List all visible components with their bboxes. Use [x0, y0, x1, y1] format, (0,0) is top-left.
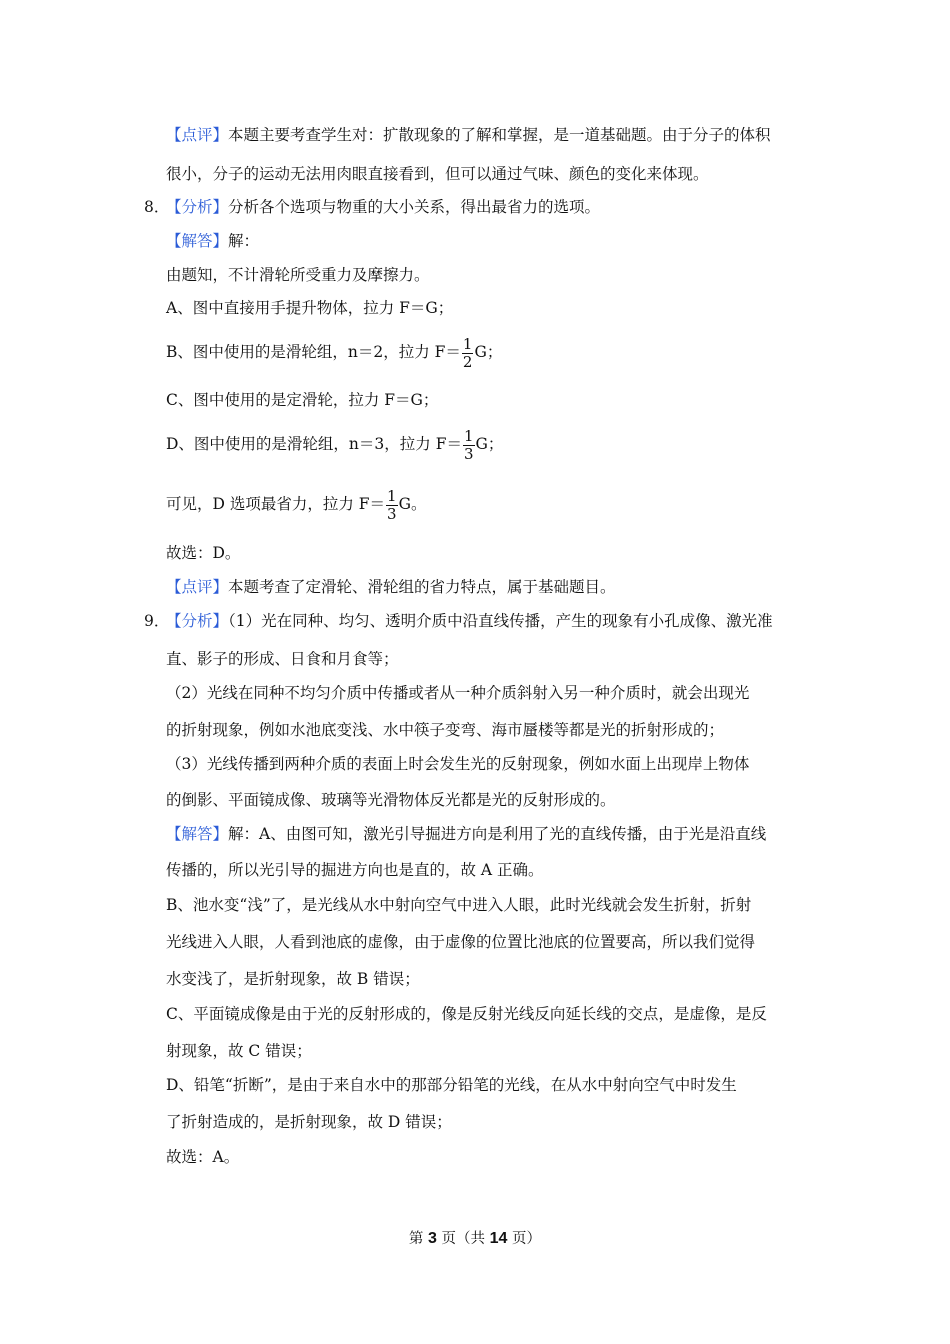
q9-ans-c-line2: 射现象，故 C 错误； — [166, 1042, 312, 1060]
q8-comment-line — [166, 576, 616, 598]
q8-option-d-text: D、图中使用的是滑轮组，n＝3，拉力 F＝ — [166, 435, 462, 453]
q8-option-b-post: G； — [474, 343, 503, 361]
q9-ans-b-line3: 水变浅了，是折射现象，故 B 错误； — [166, 970, 420, 988]
q9-analysis-tag: 【分析】 — [166, 612, 229, 630]
q8-conclusion-fraction — [386, 488, 398, 523]
q9-a3-line1: （3）光线传播到两种介质的表面上时会发生光的反射现象，例如水面上出现岸上物体 — [166, 755, 750, 773]
q9-a1-text1: （1）光在同种、均匀、透明介质中沿直线传播，产生的现象有小孔成像、激光准 — [228, 612, 773, 630]
footer-mid: 页（共 — [436, 1231, 490, 1247]
fraction-denominator: 2 — [462, 352, 473, 371]
q9-a2-line1: （2）光线在同种不均匀介质中传播或者从一种介质斜射入另一种介质时，就会出现光 — [166, 684, 750, 702]
q8-option-d-post: G； — [475, 435, 504, 453]
fraction-numerator: 1 — [387, 486, 397, 505]
q9-number: 9． — [144, 612, 170, 630]
q8-option-d — [166, 426, 503, 463]
q7-comment-line2: 很小，分子的运动无法用肉眼直接看到，但可以通过气味、颜色的变化来体现。 — [166, 165, 709, 183]
q9-ans-a-text1: 解：A、由图可知，激光引导掘进方向是利用了光的直线传播，由于光是沿直线 — [228, 825, 767, 843]
footer-page-number: 3 — [428, 1230, 437, 1247]
q9-ans-d-line1: D、铅笔“折断”，是由于来自水中的那部分铅笔的光线，在从水中射向空气中时发生 — [166, 1076, 737, 1094]
q8-comment-text: 本题考查了定滑轮、滑轮组的省力特点，属于基础题目。 — [228, 578, 616, 596]
q9-choice: 故选：A。 — [166, 1148, 240, 1166]
footer-total-pages: 14 — [489, 1230, 508, 1247]
q9-a1-line2: 直、影子的形成、日食和月食等； — [166, 650, 399, 668]
footer-pre: 第 — [408, 1231, 429, 1247]
q9-ans-d-line2: 了折射造成的，是折射现象，故 D 错误； — [166, 1113, 452, 1131]
q8-option-d-fraction — [463, 428, 475, 463]
q8-choice: 故选：D。 — [166, 544, 241, 562]
q8-option-b — [166, 334, 502, 371]
q9-ans-c-line1: C、平面镜成像是由于光的反射形成的，像是反射光线反向延长线的交点，是虚像，是反 — [166, 1005, 767, 1023]
fraction-denominator: 3 — [387, 504, 397, 523]
q7-comment-line1 — [166, 124, 771, 146]
q9-ans-b-line1: B、池水变“浅”了，是光线从水中射向空气中进入人眼，此时光线就会发生折射，折射 — [166, 896, 752, 914]
q8-analysis-line — [166, 196, 600, 218]
q8-option-c: C、图中使用的是定滑轮，拉力 F＝G； — [166, 391, 439, 409]
q9-ans-a-line2: 传播的，所以光引导的掘进方向也是直的，故 A 正确。 — [166, 861, 544, 879]
q9-ans-b-line2: 光线进入人眼，人看到池底的虚像，由于虚像的位置比池底的位置要高，所以我们觉得 — [166, 933, 756, 951]
footer-post: 页） — [507, 1231, 542, 1247]
q8-option-a: A、图中直接用手提升物体，拉力 F＝G； — [166, 299, 454, 317]
q8-answer-line — [166, 230, 259, 252]
q8-option-b-text: B、图中使用的是滑轮组，n＝2，拉力 F＝ — [166, 343, 461, 361]
q8-conclusion — [166, 486, 426, 523]
q9-a2-line2: 的折射现象，例如水池底变浅、水中筷子变弯、海市蜃楼等都是光的折射形成的； — [166, 721, 725, 739]
q9-analysis-line1 — [166, 610, 773, 632]
q8-analysis-text: 分析各个选项与物重的大小关系，得出最省力的选项。 — [228, 198, 601, 216]
q8-conclusion-text: 可见，D 选项最省力，拉力 F＝ — [166, 495, 386, 513]
q8-analysis-tag: 【分析】 — [166, 198, 229, 216]
page-footer — [0, 1228, 950, 1250]
q8-answer-tag: 【解答】 — [166, 232, 229, 250]
q8-given: 由题知，不计滑轮所受重力及摩擦力。 — [166, 266, 430, 284]
q7-comment-tag: 【点评】 — [166, 126, 229, 144]
q9-answer-tag: 【解答】 — [166, 825, 229, 843]
q9-answer-line1 — [166, 823, 766, 845]
fraction-numerator: 1 — [462, 334, 473, 353]
q9-a3-line2: 的倒影、平面镜成像、玻璃等光滑物体反光都是光的反射形成的。 — [166, 791, 616, 809]
q8-answer-start: 解： — [228, 232, 260, 250]
q8-number: 8． — [144, 198, 170, 216]
q7-comment-text1: 本题主要考查学生对：扩散现象的了解和掌握，是一道基础题。由于分子的体积 — [228, 126, 771, 144]
q8-option-b-fraction — [462, 336, 474, 371]
fraction-denominator: 3 — [463, 444, 474, 463]
fraction-numerator: 1 — [463, 426, 474, 445]
q8-comment-tag: 【点评】 — [166, 578, 229, 596]
q8-conclusion-post: G。 — [398, 495, 427, 513]
